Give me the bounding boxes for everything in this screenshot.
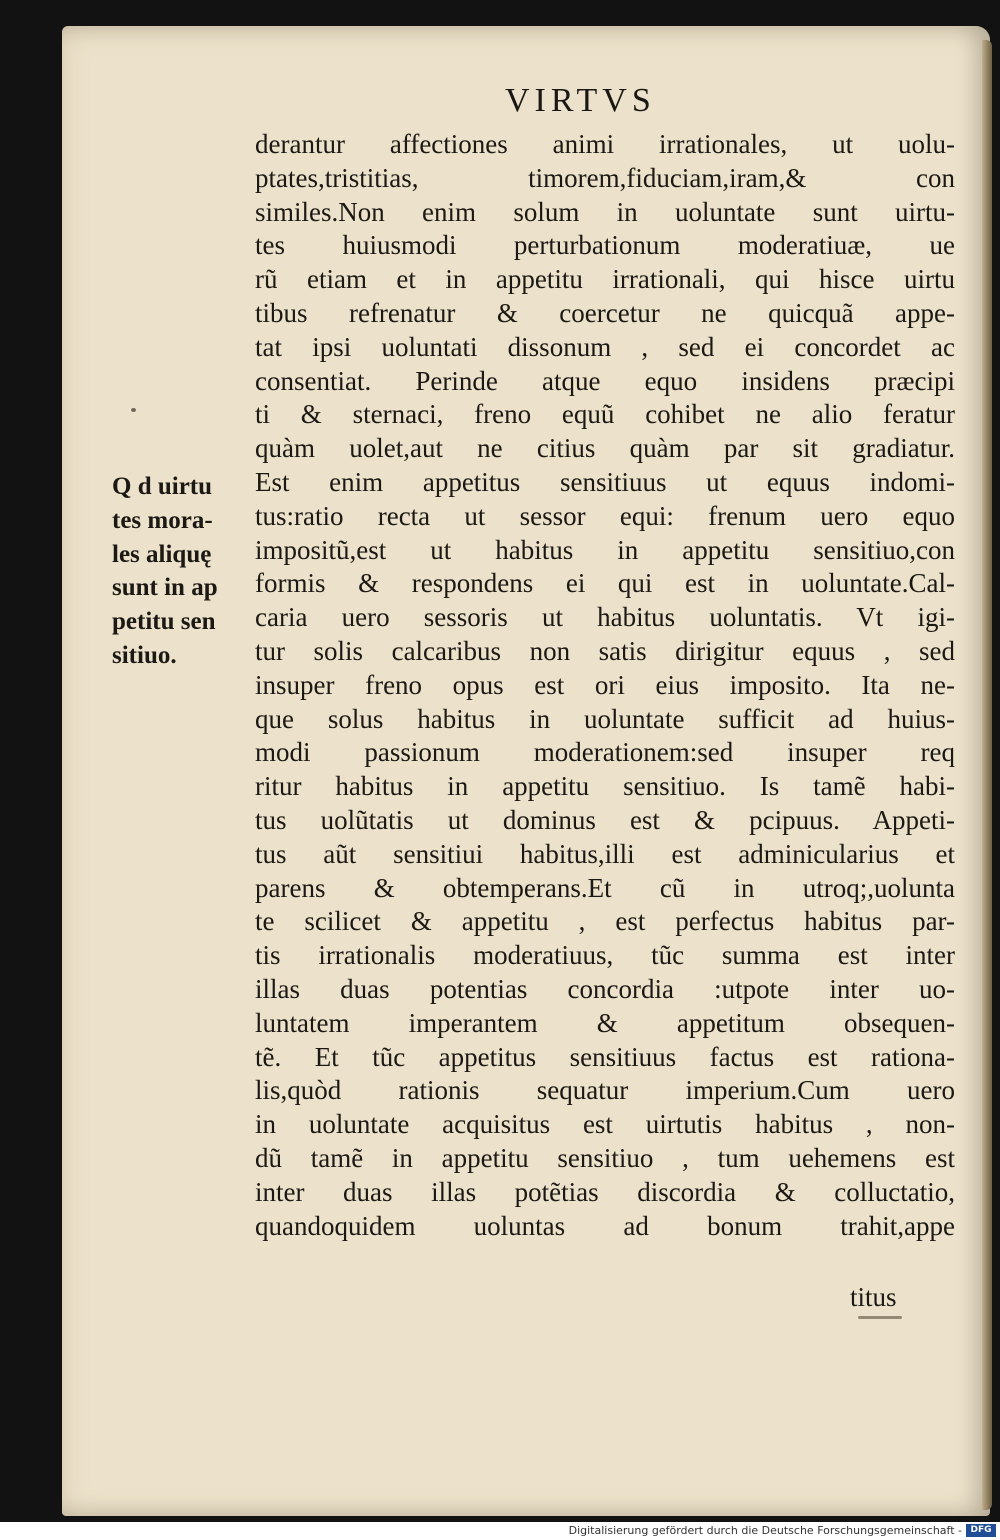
text-line: quàm uolet,aut ne citius quàm par sit gradiatur.: [255, 433, 955, 464]
text-line: insuper freno opus est ori eius imposito. Ita ne-: [255, 669, 955, 700]
page-edge: [982, 40, 992, 1510]
main-text-column: [255, 128, 955, 1243]
text-line: tus uolũtatis ut dominus est & pcipuus. Appeti-: [255, 804, 955, 835]
text-line: inter duas illas potẽtias discordia & colluctatio,: [255, 1176, 955, 1207]
text-line: in uoluntate acquisitus est uirtutis habitus , non-: [255, 1109, 955, 1140]
catchword: titus: [850, 1282, 897, 1312]
text-line: modi passionum moderationem:sed insuper req: [255, 737, 955, 768]
text-line: lis,quòd rationis sequatur imperium.Cum uero: [255, 1075, 955, 1106]
text-line: parens & obtemperans.Et cũ in utroq;,uolunta: [255, 872, 955, 903]
text-line: luntatem imperantem & appetitum obsequen-: [255, 1007, 955, 1038]
marginal-note: [112, 470, 262, 673]
marginal-note-line: Q d uirtu: [112, 473, 213, 500]
dfg-logo-icon: DFG: [966, 1524, 996, 1537]
text-line: que solus habitus in uoluntate sufficit ad huius-: [255, 703, 955, 734]
text-line: tat ipsi uoluntati dissonum , sed ei concordet ac: [255, 331, 955, 362]
text-line: rũ etiam et in appetitu irrationali, qui hisce uirtu: [255, 264, 955, 295]
text-line: tes huiusmodi perturbationum moderatiuæ, ue: [255, 230, 955, 261]
marginal-note-line: tes mora-: [112, 506, 213, 534]
footer-credit: Digitalisierung gefördert durch die Deutsche Forschungsgemeinschaft -: [568, 1524, 962, 1537]
text-line: ti & sternaci, freno equũ cohibet ne alio feratur: [255, 399, 955, 430]
text-line: derantur affectiones animi irrationales, ut uolu-: [255, 129, 955, 159]
text-line: ritur habitus in appetitu sensitiuo. Is tamẽ habi-: [255, 771, 955, 802]
text-line: impositũ,est ut habitus in appetitu sensitiuo,con: [255, 534, 955, 565]
text-line: tis irrationalis moderatiuus, tũc summa est inter: [255, 940, 955, 971]
text-line: similes.Non enim solum in uoluntate sunt uirtu-: [255, 196, 955, 227]
marginal-note-line: les aliquę: [112, 540, 212, 568]
text-line: illas duas potentias concordia :utpote inter uo-: [255, 973, 955, 1004]
marginal-note-line: petitu sen: [112, 608, 216, 636]
text-line: tibus refrenatur & coercetur ne quicquã appe-: [255, 297, 955, 328]
text-line: quandoquidem uoluntas ad bonum trahit,appe: [255, 1210, 955, 1241]
text-line: te scilicet & appetitu , est perfectus habitus par-: [255, 906, 955, 937]
text-line: tus:ratio recta ut sessor equi: frenum uero equo: [255, 500, 955, 531]
text-line: tẽ. Et tũc appetitus sensitiuus factus est rationa-: [255, 1041, 955, 1072]
text-line: tur solis calcaribus non satis dirigitur equus , sed: [255, 635, 955, 666]
text-line: tus aũt sensitiui habitus,illi est adminicularius et: [255, 838, 955, 869]
catchword-underline: [858, 1316, 902, 1319]
text-line: formis & respondens ei qui est in uoluntate.Cal-: [255, 568, 955, 599]
running-head: VIRTVS: [505, 82, 656, 119]
text-line: ptates,tristitias, timorem,fiduciam,iram,& con: [255, 162, 955, 193]
text-line: Est enim appetitus sensitiuus ut equus indomi-: [255, 466, 955, 497]
marginal-note-line: sunt in ap: [112, 574, 218, 602]
text-line: dũ tamẽ in appetitu sensitiuo , tum uehemens est: [255, 1142, 955, 1173]
text-line: consentiat. Perinde atque equo insidens præcipi: [255, 365, 955, 396]
ink-speck: [131, 408, 136, 412]
marginal-note-line: sitiuo.: [112, 641, 177, 669]
text-line: caria uero sessoris ut habitus uoluntatis. Vt igi-: [255, 602, 955, 633]
